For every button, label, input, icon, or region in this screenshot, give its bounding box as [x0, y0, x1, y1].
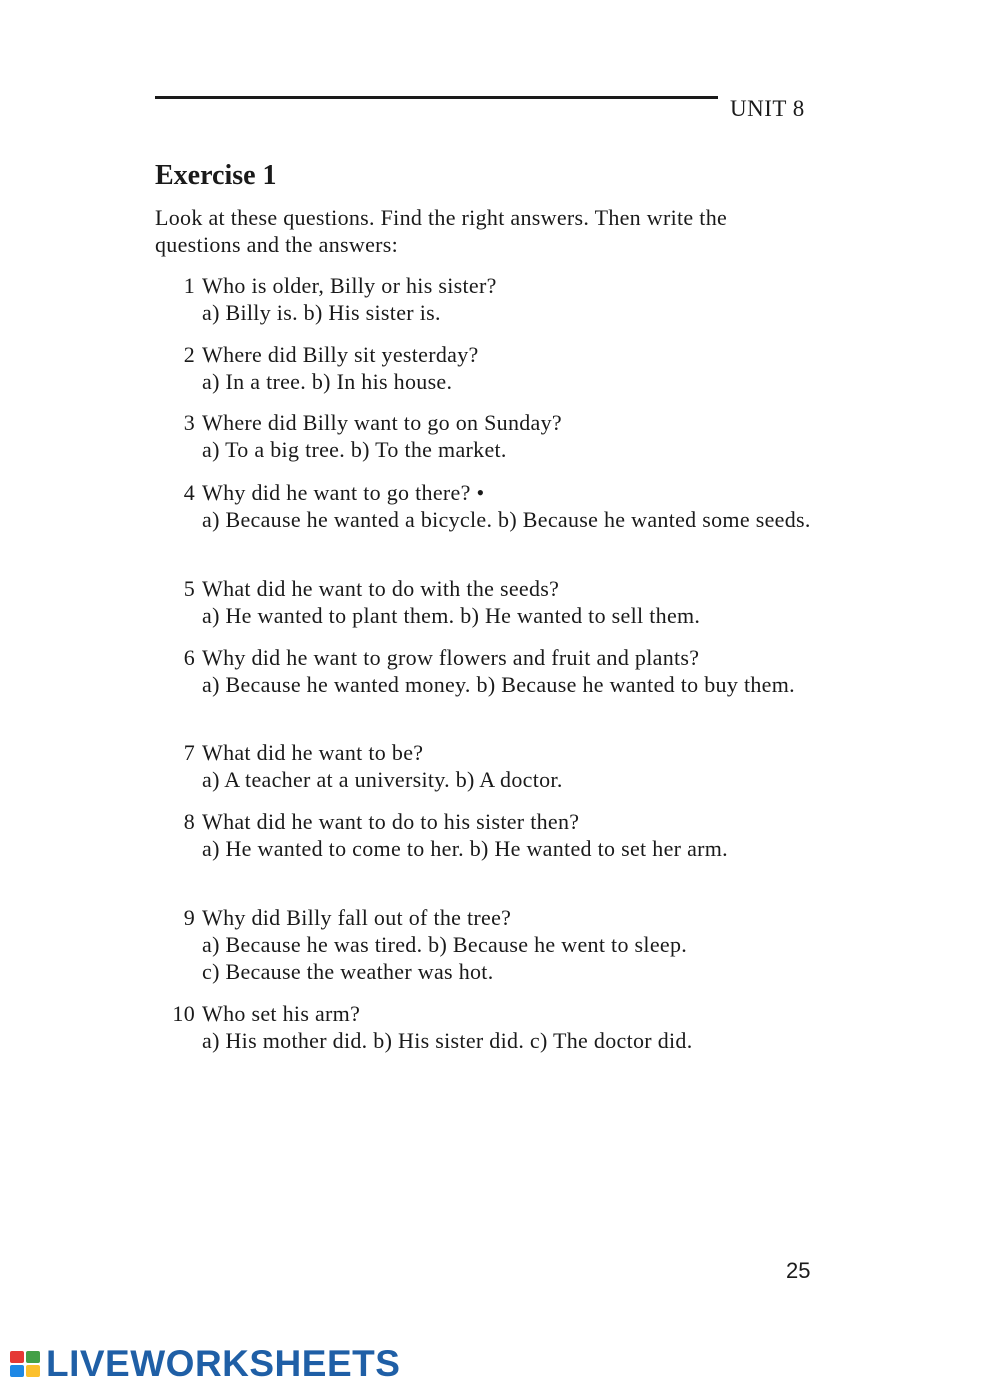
question-text: Who is older, Billy or his sister? — [202, 273, 497, 298]
page-number: 25 — [786, 1258, 811, 1283]
answer-options: a) Billy is. b) His sister is. — [202, 300, 441, 325]
exercise-instructions: Look at these questions. Find the right answers. Then write the questions and the answers: — [155, 205, 728, 257]
question-number: 5 — [183, 576, 195, 601]
question-text: What did he want to be? — [202, 740, 424, 765]
header-rule — [155, 96, 718, 99]
answer-options: a) Because he was tired. b) Because he went to sleep. — [202, 932, 688, 957]
unit-label: UNIT 8 — [730, 96, 805, 121]
answer-options: a) In a tree. b) In his house. — [202, 369, 453, 394]
answer-options: a) Because he wanted a bicycle. b) Because he wanted some seeds. — [202, 507, 811, 532]
answer-options: a) To a big tree. b) To the market. — [202, 437, 507, 462]
question-number: 3 — [183, 410, 195, 435]
question-number: 6 — [183, 645, 195, 670]
question-number: 7 — [183, 740, 195, 765]
liveworksheets-brand[interactable] — [8, 1344, 400, 1384]
answer-options: a) He wanted to come to her. b) He wanted to set her arm. — [202, 836, 728, 861]
answer-options: a) Because he wanted money. b) Because he wanted to buy them. — [202, 672, 795, 697]
question-text: What did he want to do to his sister then? — [202, 809, 580, 834]
answer-options: a) A teacher at a university. b) A doctor. — [202, 767, 563, 792]
question-text: Who set his arm? — [202, 1001, 361, 1026]
answer-options: a) He wanted to plant them. b) He wanted to sell them. — [202, 603, 701, 628]
question-number: 2 — [183, 342, 195, 367]
question-number: 4 — [183, 480, 195, 505]
question-text: Why did Billy fall out of the tree? — [202, 905, 512, 930]
answer-options: a) His mother did. b) His sister did. c) The doctor did. — [202, 1028, 693, 1053]
question-number: 1 — [183, 273, 195, 298]
question-text: Where did Billy want to go on Sunday? — [202, 410, 562, 435]
brand-name: LIVEWORKSHEETS — [46, 1343, 401, 1384]
question-text: What did he want to do with the seeds? — [202, 576, 560, 601]
liveworksheets-logo-icon — [8, 1347, 44, 1381]
question-text: Why did he want to go there? • — [202, 480, 485, 505]
question-text: Where did Billy sit yesterday? — [202, 342, 479, 367]
question-number: 8 — [183, 809, 195, 834]
question-number: 10 — [172, 1001, 195, 1026]
answer-option-c: c) Because the weather was hot. — [202, 959, 494, 984]
exercise-title: Exercise 1 — [155, 160, 277, 191]
question-text: Why did he want to grow flowers and fruit and plants? — [202, 645, 700, 670]
question-number: 9 — [183, 905, 195, 930]
